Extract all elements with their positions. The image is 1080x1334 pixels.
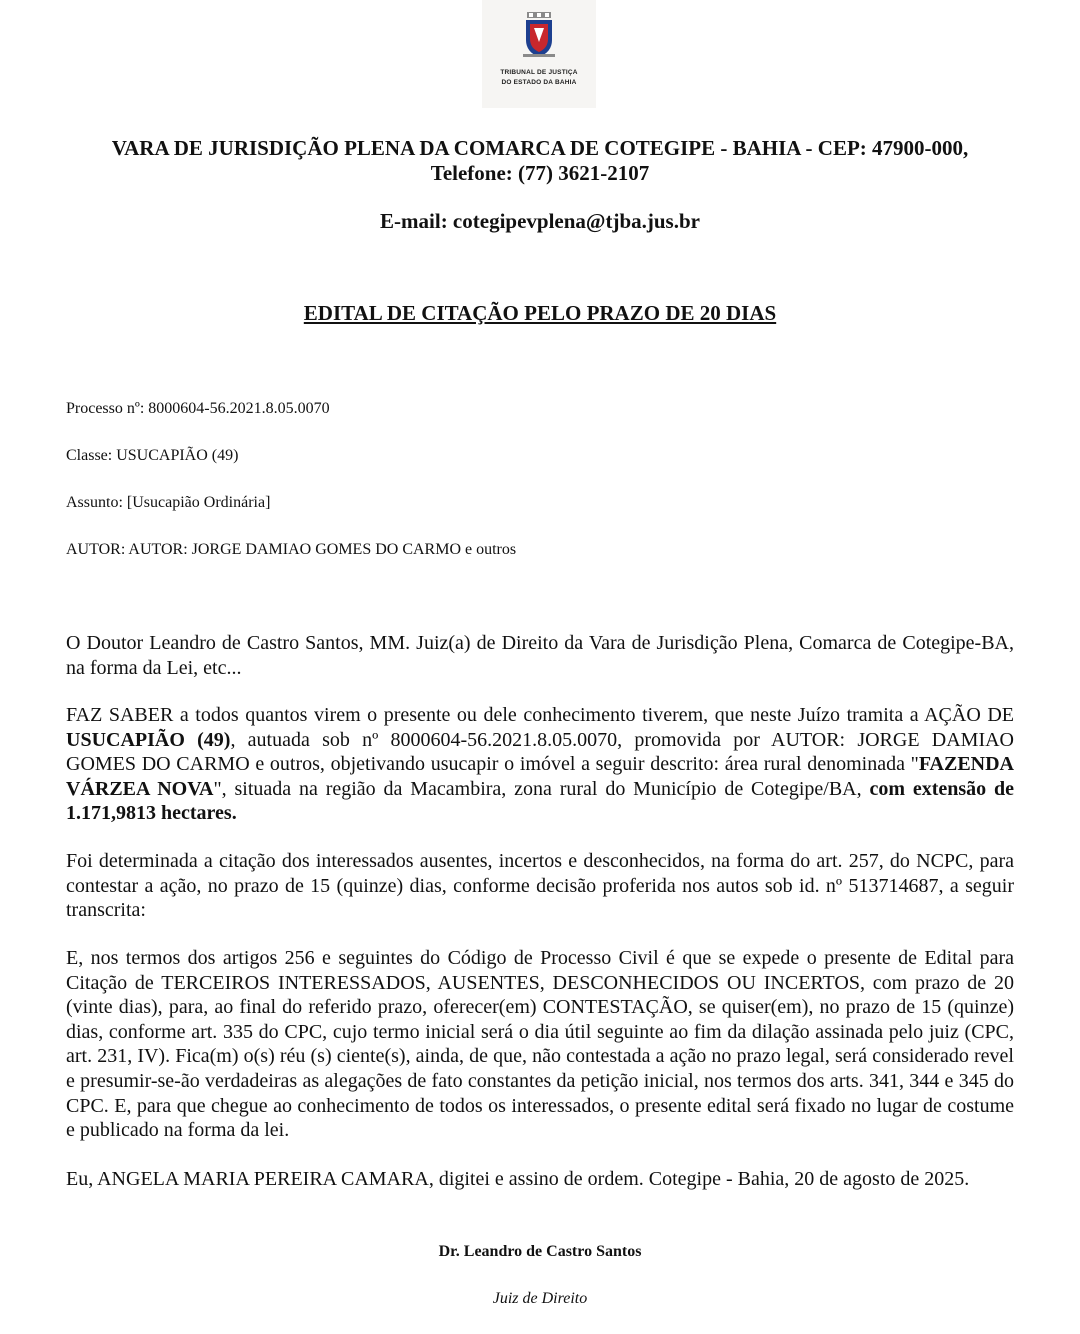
court-email: E-mail: cotegipevplena@tjba.jus.br — [380, 209, 700, 233]
paragraph-intro: O Doutor Leandro de Castro Santos, MM. Juiz(a) de Direito da Vara de Jurisdição Plena, Comarca de Cotegipe-BA, na forma da Lei, etc... — [66, 632, 1014, 679]
signer-name: Dr. Leandro de Castro Santos — [438, 1243, 642, 1260]
p2-text-c: , autuada sob nº 8000604-56.2021.8.05.0070, promovida por AUTOR: JORGE DAMIAO GOMES DO CARMO e outros, objetivando usucapir o imóvel a seguir descrito: área rural denominada " — [66, 728, 1014, 776]
coat-of-arms-icon — [521, 10, 557, 60]
case-author: AUTOR: AUTOR: JORGE DAMIAO GOMES DO CARMO e outros — [66, 541, 517, 558]
p2-property-name: FAZENDA VÁRZEA NOVA — [66, 753, 1014, 800]
paragraph-closing: Eu, ANGELA MARIA PEREIRA CAMARA, digitei e assino de ordem. Cotegipe - Bahia, 20 de agosto de 2025. — [66, 1168, 970, 1190]
processo-number: Processo nº: 8000604-56.2021.8.05.0070 — [66, 400, 330, 417]
logo-text-line-2: DO ESTADO DA BAHIA — [501, 79, 577, 86]
p2-text-a: FAZ SABER a todos quantos virem o presente ou dele conhecimento tiverem, que neste Juízo tramita a AÇÃO DE — [66, 704, 1014, 726]
court-header: VARA DE JURISDIÇÃO PLENA DA COMARCA DE COTEGIPE - BAHIA - CEP: 47900-000, Telefone: (77) 3621-2107 — [111, 136, 969, 185]
paragraph-terms: E, nos termos dos artigos 256 e seguintes do Código de Processo Civil é que se expede o presente de Edital para Citação de TERCEIROS INTERESSADOS, AUSENTES, DESCONHECIDOS OU INCERTOS, com prazo de 20 (vinte dias), para, ao final do referido prazo, oferecer(em) CONTESTAÇÃO, se quiser(em), no prazo de 15 (quinze) dias, conforme art. 335 do CPC, cujo termo inicial será o dia útil seguinte ao fim da dilação assinada pelo juiz (CPC, art. 231, IV). Fica(m) o(s) réu (s) ciente(s), ainda, de que, não contestada a ação no prazo legal, será considerado revel e presumir-se-ão verdadeiras as alegações de fato constantes da petição inicial, nos termos dos arts. 341, 344 e 345 do CPC. E, para que chegue ao conhecimento de todos os interessados, o presente edital será fixado no lugar de costume e publicado na forma da lei. — [66, 947, 1014, 1142]
case-subject: Assunto: [Usucapião Ordinária] — [66, 494, 271, 511]
signer-role: Juiz de Direito — [492, 1290, 588, 1307]
p2-action-type: USUCAPIÃO (49) — [66, 728, 231, 751]
p2-property-extent: com extensão de 1.171,9813 hectares. — [66, 777, 1014, 825]
case-class: Classe: USUCAPIÃO (49) — [66, 447, 239, 464]
paragraph-faz-saber — [66, 703, 1014, 826]
logo-text-line-1: TRIBUNAL DE JUSTIÇA — [500, 69, 578, 76]
paragraph-citation: Foi determinada a citação dos interessados ausentes, incertos e desconhecidos, na forma do art. 257, do NCPC, para contestar a ação, no prazo de 15 (quinze) dias, conforme decisão proferida nos autos sob id. nº 513714687, a seguir transcrita: — [66, 850, 1014, 922]
document-title: EDITAL DE CITAÇÃO PELO PRAZO DE 20 DIAS — [303, 301, 777, 325]
p2-text-e: ", situada na região da Macambira, zona rural do Município de Cotegipe/BA, — [213, 777, 870, 800]
court-logo — [482, 0, 596, 108]
